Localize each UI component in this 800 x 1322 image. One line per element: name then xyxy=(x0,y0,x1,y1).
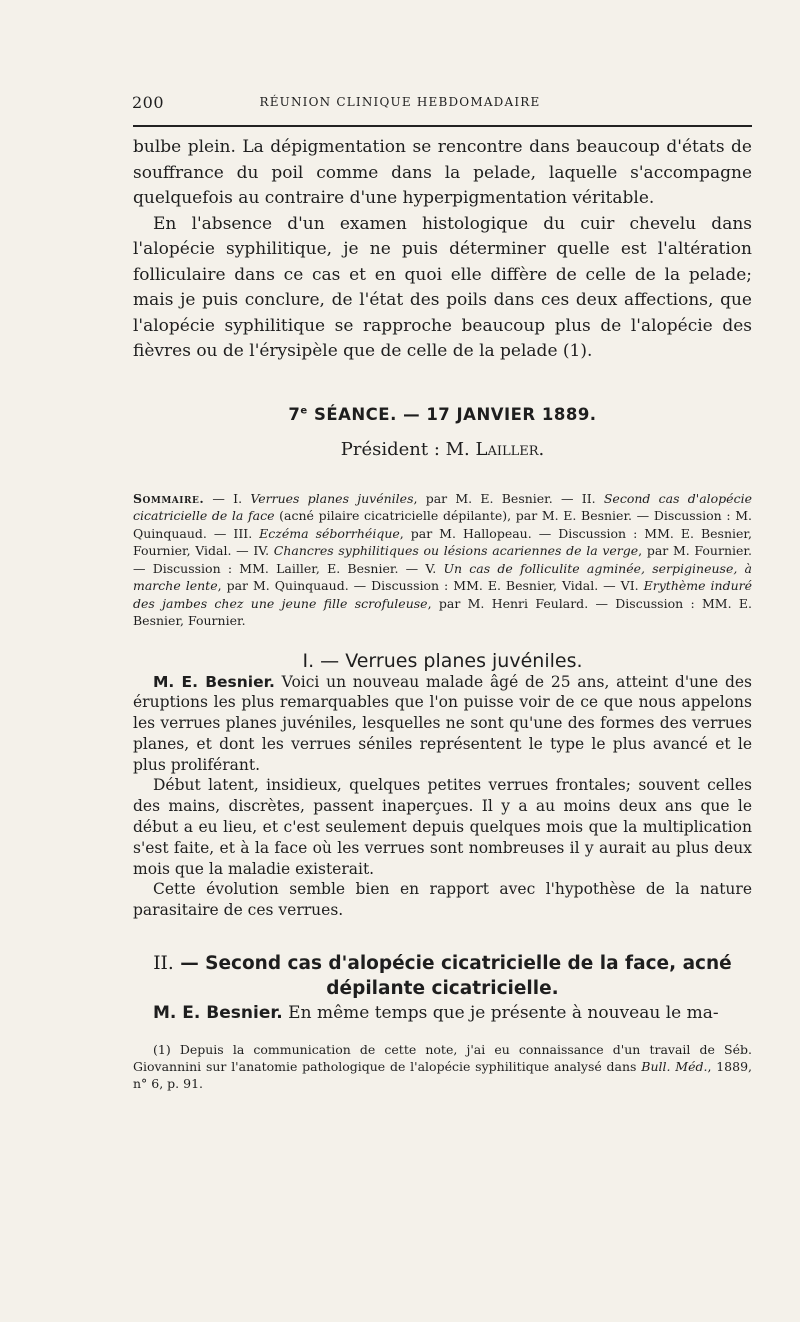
sommaire-text: , par M. Hallopeau. — Discussion : MM. E. Besnier, Fournier, Vidal. — IV. xyxy=(133,525,752,558)
footnote-text: , 1889, n° 6, p. 91. xyxy=(133,1058,753,1091)
sommaire-text: — I. xyxy=(204,490,251,506)
sommaire-text: , par M. Fournier. — Discussion : MM. Lailler, E. Besnier. — V. xyxy=(133,543,752,576)
section-2-title: — Second cas d'alopécie cicatricielle de la face, acné dépilante cicatricielle. xyxy=(173,953,732,1000)
speaker-name: M. E. Besnier. xyxy=(153,672,275,691)
president-label: Président : M. xyxy=(340,438,476,460)
section-2-paragraph xyxy=(133,1001,752,1027)
section-1-heading: I. — Verrues planes juvéniles. xyxy=(302,649,583,672)
sommaire-title: Verrues planes juvéniles xyxy=(250,490,414,506)
intro-paragraph: bulbe plein. La dépigmentation se rencontre dans beaucoup d'états de souffrance du poil comme dans la pelade, laquelle s'accompagne quelquefois au contraire d'une hyperpigmentation véritable. xyxy=(133,137,752,208)
seance-title: SÉANCE. — 17 JANVIER 1889. xyxy=(313,404,597,424)
section-2-number: II. xyxy=(153,953,174,975)
section-1-paragraph: Cette évolution semble bien en rapport avec l'hypothèse de la nature parasitaire de ces verrues. xyxy=(133,880,752,920)
footnote-text: (1) Depuis la communication de cette note, j'ai eu connaissance d'un travail de Séb. Giovannini sur l'anatomie pathologique de l'alopécie syphilitique analysé dans xyxy=(133,1041,752,1074)
sommaire xyxy=(133,490,752,630)
section-2-heading xyxy=(133,951,752,1001)
seance-number: 7 xyxy=(288,404,301,424)
running-title: RÉUNION CLINIQUE HEBDOMADAIRE xyxy=(259,95,541,109)
president-line xyxy=(133,439,752,460)
sommaire-lead: Sommaire. xyxy=(133,490,205,506)
paragraph-text: En même temps que je présente à nouveau le ma- xyxy=(282,1003,719,1024)
sommaire-text: (acné pilaire cicatricielle dépilante), par M. E. Besnier. — Discussion : M. Quinquaud. — III. xyxy=(133,508,752,541)
intro-paragraph: En l'absence d'un examen histologique du cuir chevelu dans l'alopécie syphilitique, je ne puis déterminer quelle est l'altération folliculaire dans ce cas et en quoi elle diffère de celle de la pelade; mais je puis conclure, de l'état des poils dans ces deux affections, que l'alopécie syphilitique se rapproche beaucoup plus de l'alopécie des fièvres ou de l'érysipèle que de celle de la pelade (1). xyxy=(133,213,752,361)
sommaire-text: , par M. Henri Feulard. — Discussion : MM. E. Besnier, Fournier. xyxy=(133,595,752,628)
seance-heading xyxy=(133,405,752,424)
sommaire-title: Eczéma séborrhéique xyxy=(259,525,400,541)
page-number: 200 xyxy=(132,93,165,112)
body-text xyxy=(133,135,752,1092)
paragraph-text: Voici un nouveau malade âgé de 25 ans, atteint d'une des éruptions les plus remarquables que l'on puisse voir de ce que nous appelons les verrues planes juvéniles, lesquelles ne sont qu'une des formes des verrues planes, et dont les verrues séniles représentent le type le plus avancé et le plus proliférant. xyxy=(133,672,752,774)
speaker-name: M. E. Besnier. xyxy=(153,1003,283,1024)
president-name: Lailler. xyxy=(475,438,545,460)
seance-number-sup: e xyxy=(300,405,308,416)
sommaire-title: Un cas de folliculite agminée, serpigineuse, à marche lente xyxy=(133,560,753,593)
section-1-body xyxy=(133,672,752,922)
sommaire-title: Second cas d'alopécie cicatricielle de la face xyxy=(133,490,752,523)
section-1-paragraph xyxy=(133,672,752,776)
sommaire-title: Erythème induré des jambes chez une jeune fille scrofuleuse xyxy=(133,578,752,611)
sommaire-title: Chancres syphilitiques ou lésions acariennes de la verge xyxy=(273,543,639,558)
sommaire-text: , par M. E. Besnier. — II. xyxy=(413,490,604,506)
footnote xyxy=(133,1041,752,1092)
footnote-journal: Bull. Méd. xyxy=(641,1058,708,1074)
section-1-paragraph: Début latent, insidieux, quelques petites verrues frontales; souvent celles des mains, discrètes, passent inaperçues. Il y a au moins deux ans que le début a eu lieu, et c'est seulement depuis quelques mois que la multiplication s'est faite, et à la face où les verrues sont nombreuses il y aurait au plus deux mois que la maladie existerait. xyxy=(133,776,752,878)
header-rule xyxy=(133,125,752,127)
sommaire-text: , par M. Quinquaud. — Discussion : MM. E. Besnier, Vidal. — VI. xyxy=(217,578,644,593)
